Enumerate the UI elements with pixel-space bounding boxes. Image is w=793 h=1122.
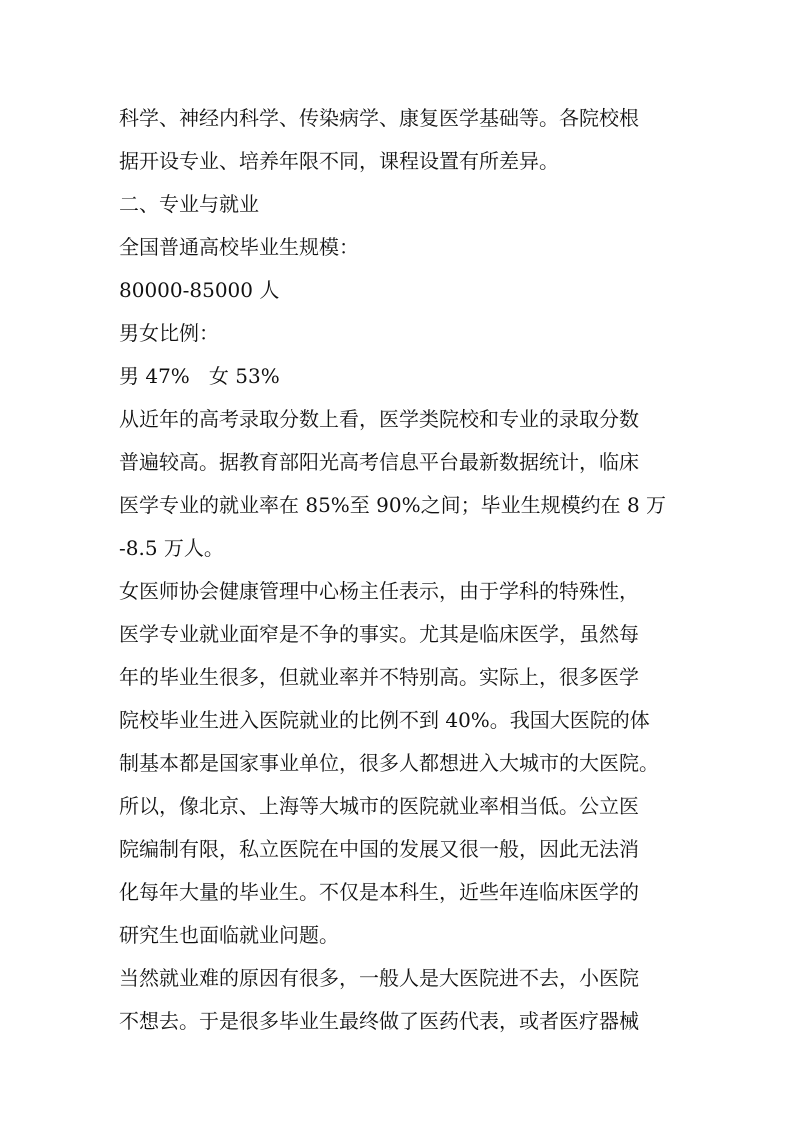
body-text-line: 院校毕业生进入医院就业的比例不到 40%。我国大医院的体 bbox=[119, 708, 650, 732]
graduate-scale-label: 全国普通高校毕业生规模： bbox=[119, 235, 359, 259]
body-text-line: 医学专业的就业率在 85%至 90%之间；毕业生规模约在 8 万 bbox=[119, 493, 667, 517]
gender-ratio-value: 男 47% 女 53% bbox=[119, 364, 280, 388]
body-text-line: 普遍较高。据教育部阳光高考信息平台最新数据统计，临床 bbox=[119, 450, 639, 474]
body-text-line: 年的毕业生很多，但就业率并不特别高。实际上，很多医学 bbox=[119, 665, 639, 689]
body-text-line: 女医师协会健康管理中心杨主任表示，由于学科的特殊性， bbox=[119, 579, 639, 603]
body-text-line: 不想去。于是很多毕业生最终做了医药代表，或者医疗器械 bbox=[119, 1009, 639, 1033]
body-text-line: 科学、神经内科学、传染病学、康复医学基础等。各院校根 bbox=[119, 106, 639, 130]
section-heading: 二、专业与就业 bbox=[119, 192, 259, 216]
graduate-scale-value: 80000-85000 人 bbox=[119, 278, 280, 302]
body-text-line: 所以，像北京、上海等大城市的医院就业率相当低。公立医 bbox=[119, 794, 639, 818]
body-text-line: 研究生也面临就业问题。 bbox=[119, 923, 339, 947]
body-text-line: 化每年大量的毕业生。不仅是本科生，近些年连临床医学的 bbox=[119, 880, 639, 904]
body-text-line: 院编制有限，私立医院在中国的发展又很一般，因此无法消 bbox=[119, 837, 639, 861]
body-text-line: 当然就业难的原因有很多，一般人是大医院进不去，小医院 bbox=[119, 966, 639, 990]
body-text-line: 医学专业就业面窄是不争的事实。尤其是临床医学，虽然每 bbox=[119, 622, 639, 646]
gender-ratio-label: 男女比例： bbox=[119, 321, 219, 345]
body-text-line: 据开设专业、培养年限不同，课程设置有所差异。 bbox=[119, 149, 559, 173]
body-text-line: 从近年的高考录取分数上看，医学类院校和专业的录取分数 bbox=[119, 407, 639, 431]
body-text-line: -8.5 万人。 bbox=[119, 536, 224, 560]
body-text-line: 制基本都是国家事业单位，很多人都想进入大城市的大医院。 bbox=[119, 751, 659, 775]
